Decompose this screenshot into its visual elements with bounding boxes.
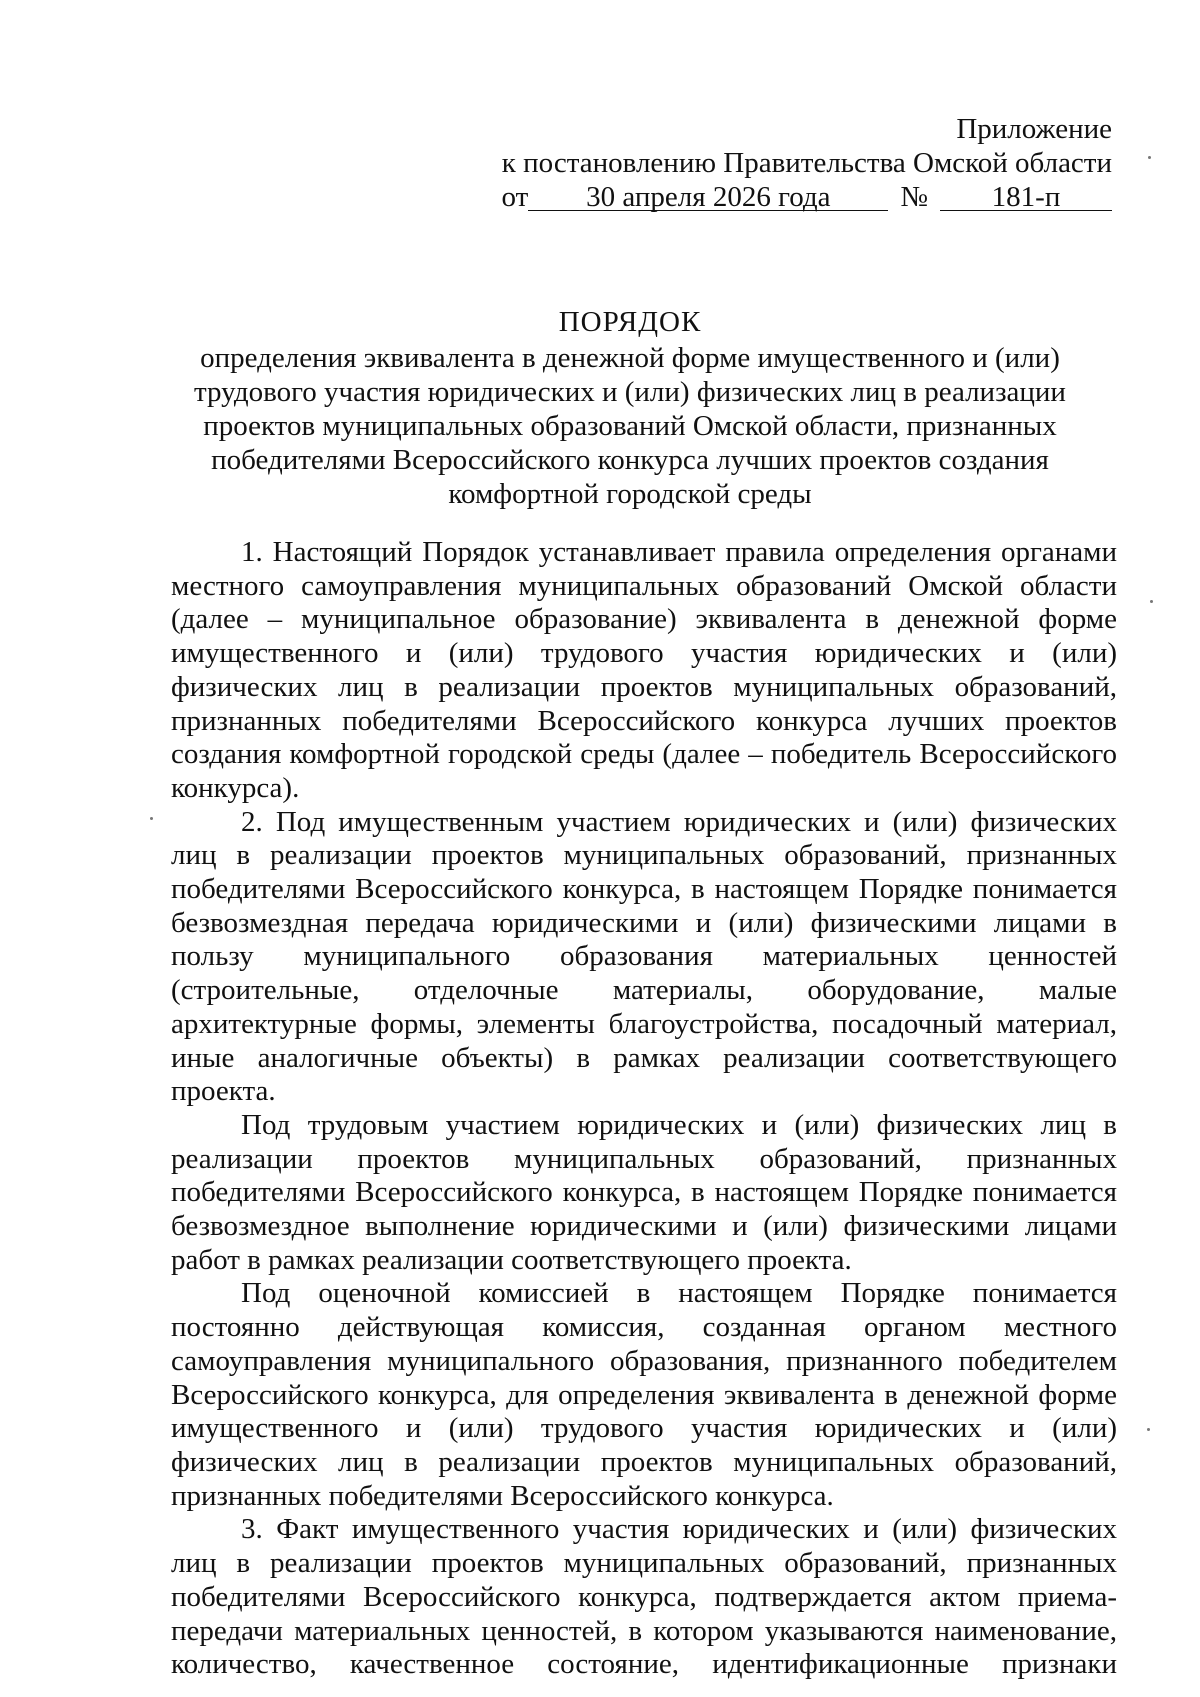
document-body [171,536,1117,1682]
date-prefix: от [501,181,529,213]
subtitle-line: комфортной городской среды [448,478,812,510]
paragraph-1: 1. Настоящий Порядок устанавливает правила определения органами местного самоуправления муниципальных образований Омской области (далее – муниципальное образование) эквивалента в денежной форме имущественного и (или) трудового участия юридических и (или) физических лиц в реализации проектов муниципальных образований, признанных победителями Всероссийского конкурса лучших проектов создания комфортной городской среды (далее – победитель Всероссийского конкурса). [171,536,1117,804]
scan-artifact [1148,156,1151,159]
resolution-date: 30 апреля 2026 года [528,184,888,211]
paragraph-2-labor: Под трудовым участием юридических и (или) физических лиц в реализации проектов муниципальных образований, признанных победителями Всероссийского конкурса, в настоящем Порядке понимается безвозмездное выполнение юридическими и (или) физическими лицами работ в рамках реализации соответствующего проекта. [171,1108,1117,1276]
document-title-block [170,305,1090,511]
document-title: ПОРЯДОК [558,306,702,338]
paragraph-2: 2. Под имущественным участием юридических и (или) физических лиц в реализации проектов муниципальных образований, признанных победителями Всероссийского конкурса, в настоящем Порядке понимается безвозмездная передача юридическими и (или) физическими лицами в пользу муниципального образования материальных ценностей (строительные, отделочные материалы, оборудование, малые архитектурные формы, элементы благоустройства, посадочный материал, иные аналогичные объекты) в рамках реализации соответствующего проекта. [171,805,1117,1108]
subtitle-line: определения эквивалента в денежной форме имущественного и (или) [200,342,1060,374]
scan-artifact [1147,1428,1150,1431]
scan-artifact [1150,600,1153,603]
appendix-label: Приложение [956,113,1112,145]
paragraph-2-commission: Под оценочной комиссией в настоящем Порядке понимается постоянно действующая комиссия, созданная органом местного самоуправления муниципального образования, признанного победителем Всероссийского конкурса, для определения эквивалента в денежной форме имущественного и (или) трудового участия юридических и (или) физических лиц в реализации проектов муниципальных образований, признанных победителями Всероссийского конкурса. [171,1277,1117,1512]
scan-artifact [150,817,153,820]
subtitle-line: трудового участия юридических и (или) физических лиц в реализации [194,376,1066,408]
document-subtitle [170,341,1090,511]
resolution-number: 181-п [940,184,1112,211]
paragraph-3: 3. Факт имущественного участия юридических и (или) физических лиц в реализации проектов муниципальных образований, признанных победителями Всероссийского конкурса, подтверждается актом приема-передачи материальных ценностей, в котором указываются наименование, количество, качественное состояние, идентификационные признаки [171,1513,1117,1681]
subtitle-line: победителями Всероссийского конкурса лучших проектов создания [211,444,1049,476]
subtitle-line: проектов муниципальных образований Омской области, признанных [203,410,1057,442]
number-sign: № [900,181,928,213]
appendix-reference: к постановлению Правительства Омской области [501,147,1112,179]
resolution-date-line [472,180,1112,214]
appendix-header [472,112,1112,214]
